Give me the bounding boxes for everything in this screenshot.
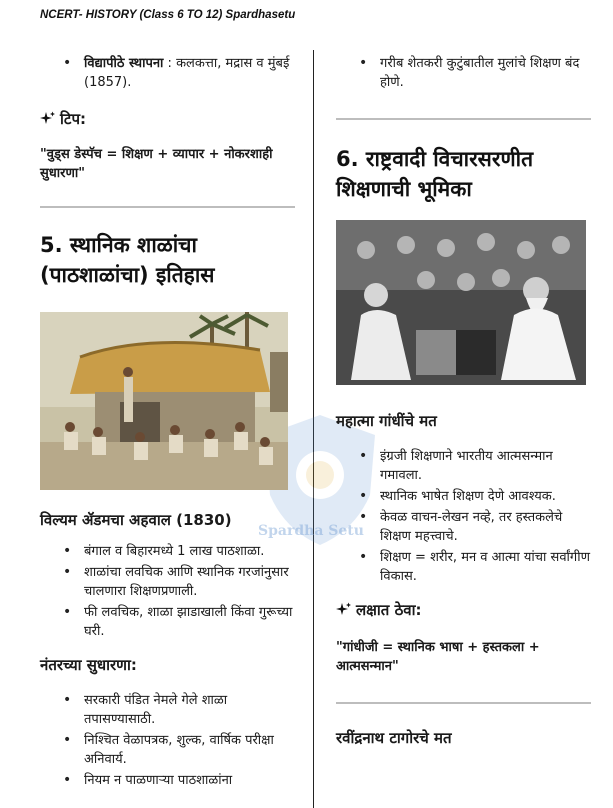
list-item: • स्थानिक भाषेत शिक्षण देणे आवश्यक. <box>380 487 591 506</box>
section-rule <box>40 206 295 208</box>
list-item: • फी लवचिक, शाळा झाडाखाली किंवा गुरूच्या घरी. <box>84 603 295 641</box>
list-item: • निश्चित वेळापत्रक, शुल्क, वार्षिक परीक्षा अनिवार्य. <box>84 731 295 769</box>
right-column <box>336 54 591 748</box>
university-list <box>40 54 295 92</box>
gandhi-view-list <box>336 447 591 586</box>
list-item: • इंग्रजी शिक्षणाने भारतीय आत्मसन्मान गमावला. <box>380 447 591 485</box>
remember-quote: "गांधीजी = स्थानिक भाषा + हस्तकला + आत्मसन्मान" <box>336 640 540 674</box>
watermark-text: Spardha Setu <box>258 523 364 539</box>
list-item: • विद्यापीठे स्थापना : कलकत्ता, मद्रास व मुंबई (1857). <box>84 54 295 92</box>
list-item: • शिक्षण = शरीर, मन व आत्मा यांचा सर्वांगीण विकास. <box>380 548 591 586</box>
adam-report-list <box>40 542 295 641</box>
list-item: • सरकारी पंडित नेमले गेले शाळा तपासण्यासाठी. <box>84 691 295 729</box>
left-column <box>40 54 295 792</box>
list-item: • नियम न पाळणाऱ्या पाठशाळांना <box>84 771 295 790</box>
section5-title: 5. स्थानिक शाळांचा (पाठशाळांचा) इतिहास <box>40 233 215 287</box>
tip-heading: टिप: <box>40 109 295 129</box>
continuation-list <box>336 54 591 92</box>
section-rule <box>336 118 591 120</box>
gandhi-tagore-photo <box>336 220 586 385</box>
pathshala-illustration <box>40 312 288 490</box>
tagore-view-heading: रवींद्रनाथ टागोरचे मत <box>336 729 452 747</box>
later-reforms-heading: नंतरच्या सुधारणा: <box>40 656 137 674</box>
gandhi-view-heading: महात्मा गांधींचे मत <box>336 412 437 430</box>
tip-quote: "वुड्स डेस्पॅच = शिक्षण + व्यापार + नोकरशाही सुधारणा" <box>40 147 273 181</box>
sparkle-icon <box>40 111 56 127</box>
list-item: • गरीब शेतकरी कुटुंबातील मुलांचे शिक्षण बंद होणे. <box>380 54 591 92</box>
section6-title: 6. राष्ट्रवादी विचारसरणीत शिक्षणाची भूमिका <box>336 147 534 201</box>
adam-report-heading: विल्यम ॲडमचा अहवाल (1830) <box>40 511 232 529</box>
page-header: NCERT- HISTORY (Class 6 TO 12) Spardhasetu <box>40 9 296 21</box>
list-item: • केवळ वाचन-लेखन नव्हे, तर हस्तकलेचे शिक्षण महत्त्वाचे. <box>380 508 591 546</box>
remember-heading: लक्षात ठेवा: <box>336 600 591 620</box>
list-item: • बंगाल व बिहारमध्ये 1 लाख पाठशाळा. <box>84 542 295 561</box>
sparkle-icon <box>336 602 352 618</box>
list-item: • शाळांचा लवचिक आणि स्थानिक गरजांनुसार चालणारा शिक्षणप्रणाली. <box>84 563 295 601</box>
later-reforms-list <box>40 691 295 790</box>
section-rule <box>336 702 591 704</box>
